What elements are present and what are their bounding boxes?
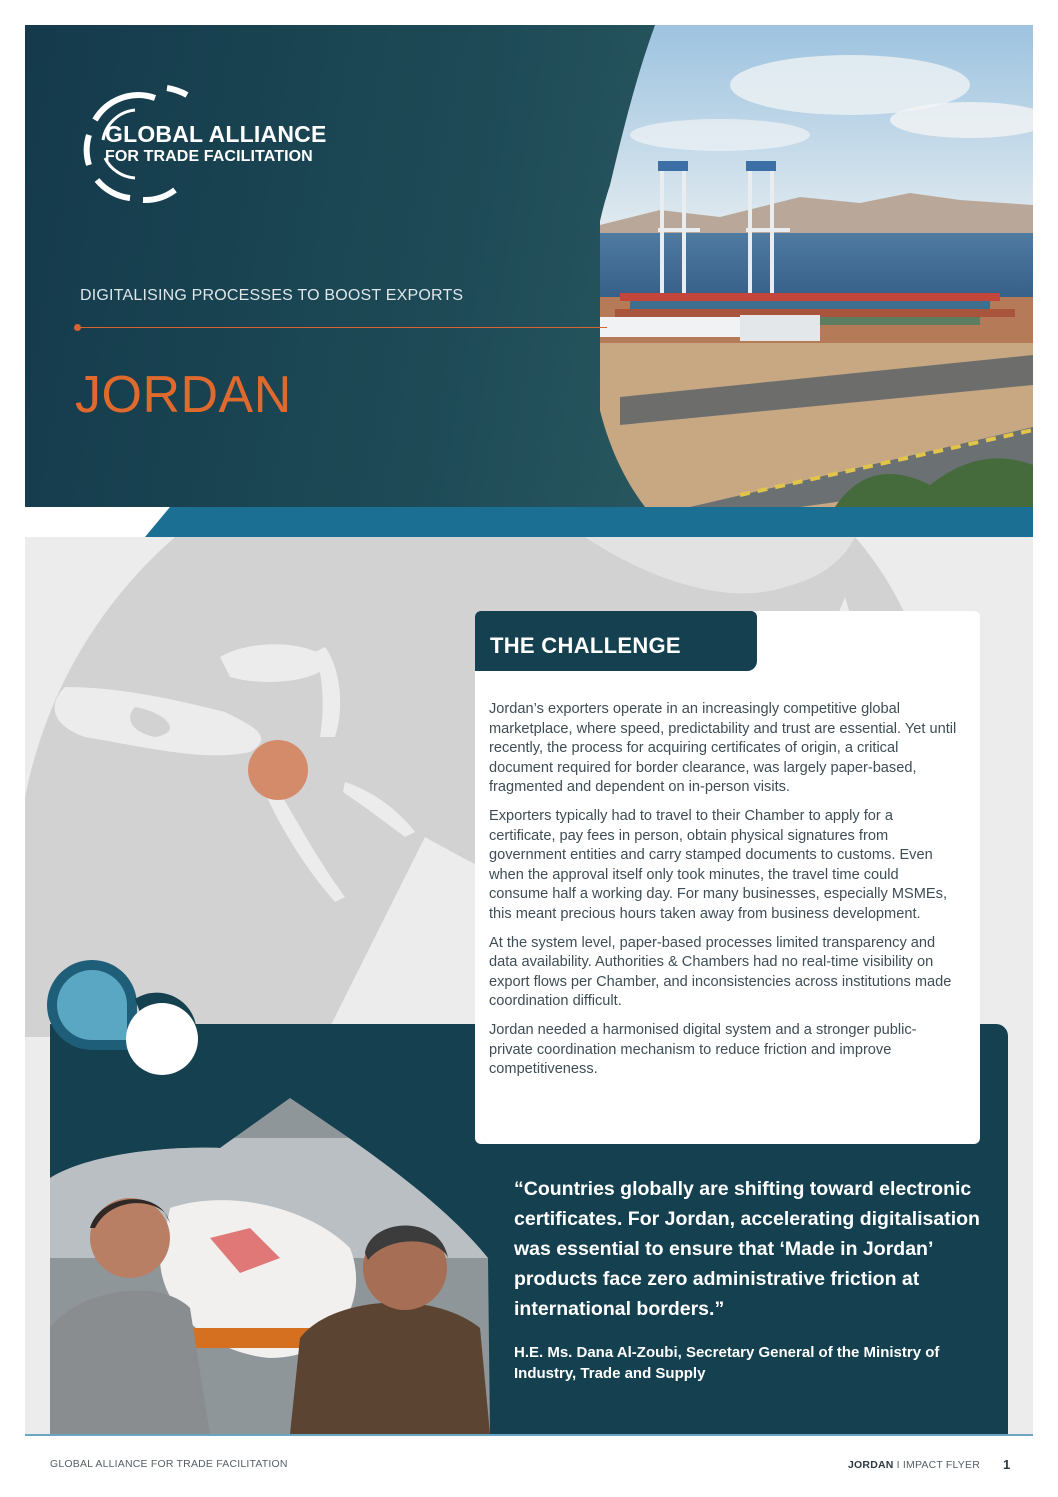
divider-line bbox=[77, 327, 607, 328]
page-number: 1 bbox=[1003, 1457, 1011, 1472]
challenge-body bbox=[489, 700, 959, 1089]
footer-divider bbox=[25, 1434, 1033, 1436]
quote-text: “Countries globally are shifting toward electronic certificates. For Jordan, accelerating digitalisation was essential to ensure that ‘Made in Jordan’ products face zero administrative friction at international borders.” bbox=[514, 1178, 980, 1320]
logo-wordmark bbox=[105, 123, 327, 165]
footer-doc-type: I IMPACT FLYER bbox=[893, 1459, 980, 1471]
footer-document-label bbox=[848, 1459, 980, 1471]
port-photo bbox=[600, 25, 1033, 507]
teal-band bbox=[25, 507, 1033, 537]
decorative-bubble-white bbox=[110, 989, 210, 1079]
meeting-photo bbox=[50, 1098, 490, 1434]
logo-line-2: FOR TRADE FACILITATION bbox=[105, 148, 313, 165]
challenge-paragraph: Exporters typically had to travel to their Chamber to apply for a certificate, pay fees in person, obtain physical signatures from government entities and carry stamped documents to customs. Even when the approval itself only took minutes, the travel time could consume half a working day. For many businesses, especially MSMEs, this meant precious hours taken away from business development. bbox=[489, 807, 947, 922]
challenge-paragraph: Jordan’s exporters operate in an increasingly competitive global marketplace, where speed, predictability and trust are essential. Yet until recently, the process for acquiring certificates of origin, a critical document required for border clearance, was largely paper-based, fragmented and dependent on in-person visits. bbox=[489, 701, 957, 796]
location-marker-icon bbox=[248, 740, 308, 800]
page-title: JORDAN bbox=[75, 366, 292, 424]
footer-country: JORDAN bbox=[848, 1459, 894, 1471]
quote-attribution: H.E. Ms. Dana Al-Zoubi, Secretary General of the Ministry of Industry, Trade and Supply bbox=[514, 1344, 940, 1382]
logo-line-1: GLOBAL ALLIANCE bbox=[105, 121, 327, 147]
challenge-paragraph: Jordan needed a harmonised digital system and a stronger public-private coordination mechanism to reduce friction and improve competitiveness. bbox=[489, 1021, 917, 1078]
challenge-paragraph: At the system level, paper-based processes limited transparency and data availability. Authorities & Chambers had no real-time visibility on export flows per Chamber, and inconsistencies across institutions made coordination difficult. bbox=[489, 934, 952, 1010]
challenge-heading-tab bbox=[475, 611, 757, 671]
footer-organization: GLOBAL ALLIANCE FOR TRADE FACILITATION bbox=[50, 1458, 288, 1470]
challenge-card bbox=[475, 611, 980, 1144]
challenge-heading: THE CHALLENGE bbox=[490, 633, 681, 658]
header-banner bbox=[25, 25, 1033, 507]
flyer-subtitle: DIGITALISING PROCESSES TO BOOST EXPORTS bbox=[80, 287, 464, 304]
